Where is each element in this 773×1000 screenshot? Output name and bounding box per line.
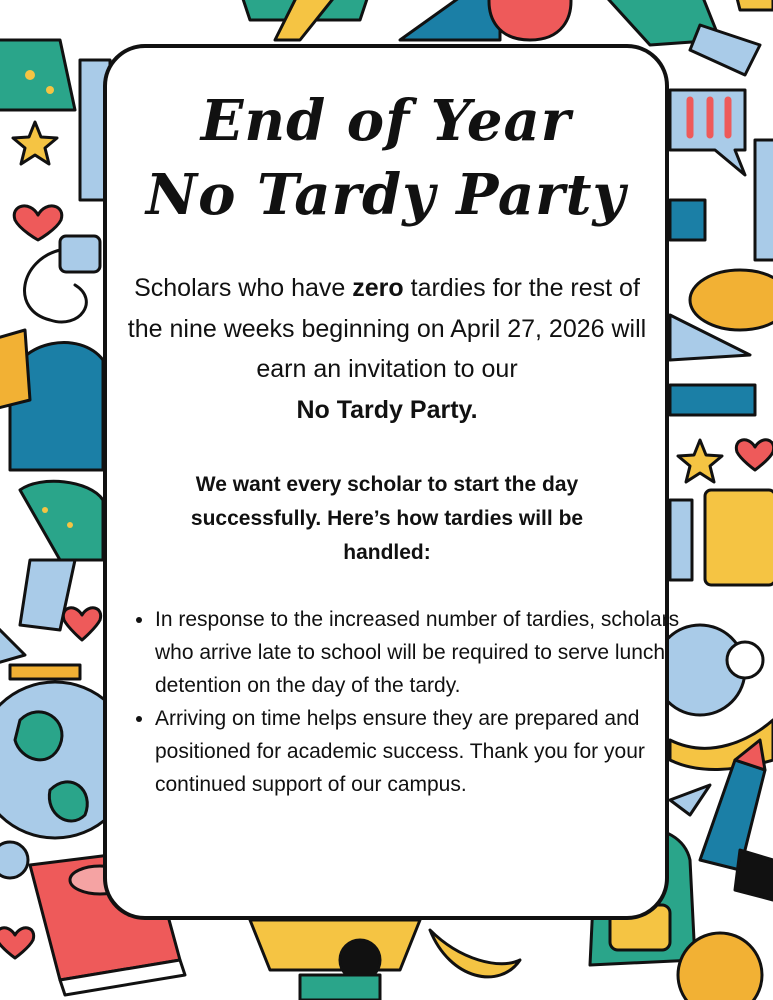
intro-text-1: Scholars who have	[134, 274, 353, 302]
intro-text-2: tardies for the rest of the nine weeks beginning on April 27, 2026 will earn an invitation to our	[127, 274, 647, 383]
heart-icon	[63, 608, 100, 640]
calculator-icon	[705, 490, 773, 585]
microscope-icon	[735, 850, 773, 900]
list-item: • Arriving on time helps ensure they are prepared and positioned for academic success. Thank you for your continued support of our campus.	[155, 702, 685, 801]
folder-icon	[0, 330, 30, 410]
star-icon	[678, 440, 722, 482]
title-line-1: End of Year	[200, 88, 572, 154]
heart-icon	[14, 206, 62, 240]
pencil-icon	[735, 0, 773, 10]
announcement-card	[103, 44, 680, 920]
intro-emphasis: zero	[352, 274, 404, 302]
speech-bubble-icon	[670, 90, 745, 175]
flask-icon	[0, 40, 75, 110]
paper-plane-icon	[0, 620, 25, 665]
bus-icon	[250, 920, 420, 970]
intro-paragraph	[117, 268, 657, 430]
ruler-icon	[755, 140, 773, 260]
basketball-icon	[678, 933, 762, 1000]
lunchbox-icon	[300, 975, 380, 1000]
notebook-icon	[400, 0, 500, 40]
earbuds-icon	[25, 236, 100, 322]
football-icon	[690, 270, 773, 330]
subheading: We want every scholar to start the day successfully. Here’s how tardies will be handled:	[190, 473, 584, 564]
party-name: No Tardy Party.	[296, 395, 478, 424]
heart-icon	[0, 928, 34, 958]
list-item: • In response to the increased number of tardies, scholars who arrive late to school will be required to serve lunch detention on the day of the tardy.	[155, 603, 685, 702]
banana-icon	[430, 930, 520, 977]
star-icon	[13, 122, 57, 164]
pencil-icon	[670, 385, 755, 415]
binder-clip-icon	[670, 200, 705, 240]
rules-list	[135, 603, 685, 801]
title-line-2: No Tardy Party	[145, 162, 627, 228]
heart-icon	[736, 440, 773, 470]
dot-icon	[0, 842, 28, 878]
scissors-icon	[670, 500, 692, 580]
